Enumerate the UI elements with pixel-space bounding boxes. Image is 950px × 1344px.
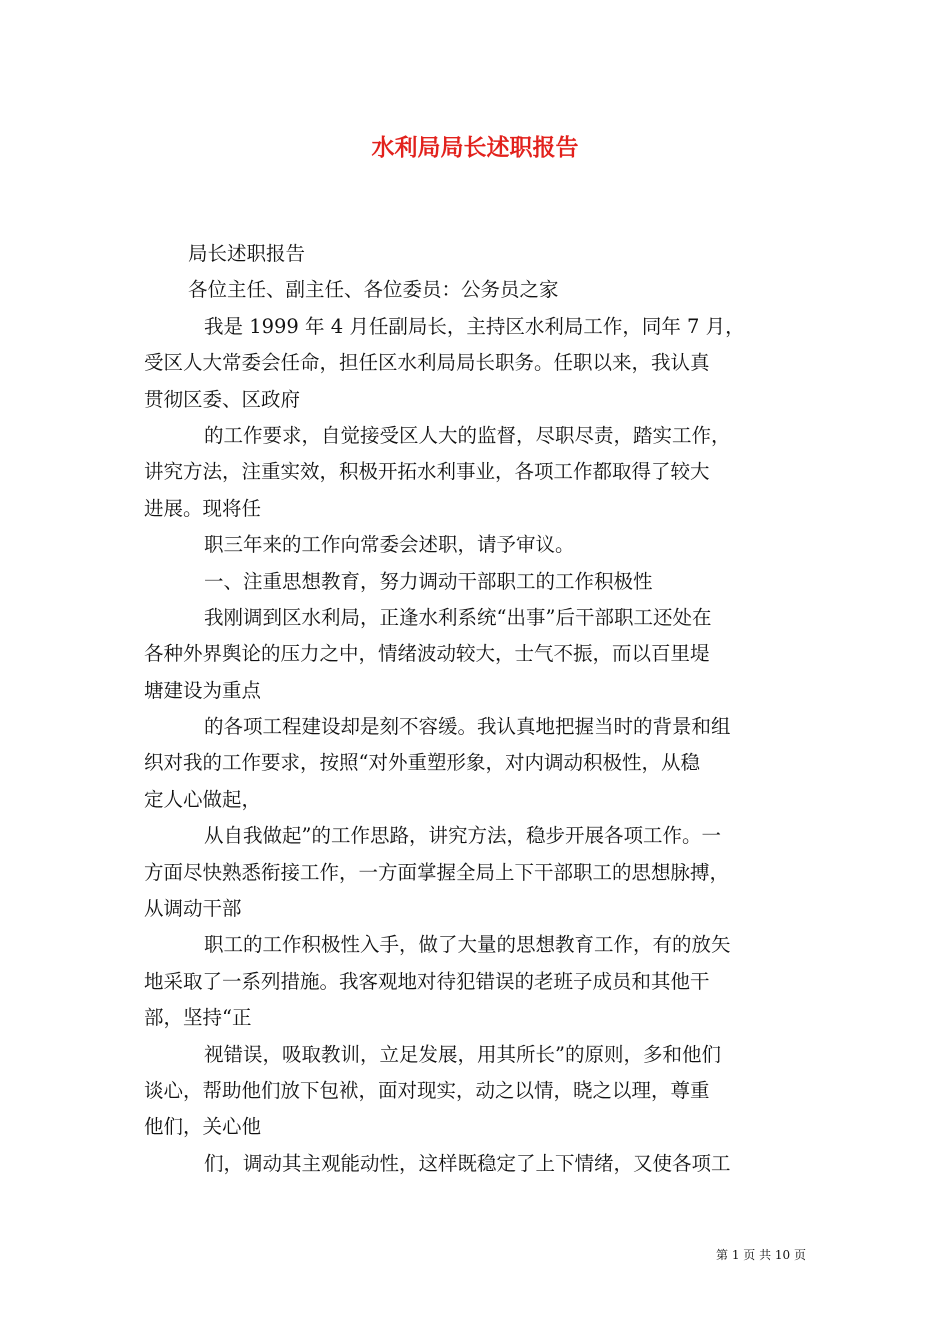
body-line: 职三年来的工作向常委会述职，请予审议。 [204,533,575,557]
body-line: 方面尽快熟悉衔接工作，一方面掌握全局上下干部职工的思想脉搏， [144,860,730,884]
page-number: 第 1 页 共 10 页 [716,1248,806,1262]
body-line: 他们，关心他 [144,1115,262,1139]
body-line: 职工的工作积极性入手，做了大量的思想教育工作，有的放矢 [204,933,731,957]
body-line: 塘建设为重点 [144,678,262,702]
body-line: 的工作要求，自觉接受区人大的监督，尽职尽责，踏实工作， [204,423,731,447]
body-line: 各种外界舆论的压力之中，情绪波动较大，士气不振，而以百里堤 [144,642,710,666]
body-line: 从自我做起”的工作思路，讲究方法，稳步开展各项工作。一 [204,824,721,848]
body-line: 贯彻区委、区政府 [144,387,301,411]
body-line: 从调动干部 [144,897,242,921]
body-line: 我是 1999 年 4 月任副局长，主持区水利局工作，同年 7 月， [204,314,745,338]
body-line: 讲究方法，注重实效，积极开拓水利事业，各项工作都取得了较大 [144,460,710,484]
body-line: 谈心，帮助他们放下包袱，面对现实，动之以情，晓之以理，尊重 [144,1078,710,1102]
body-line: 各位主任、副主任、各位委员：公务员之家 [188,278,559,302]
body-line: 局长述职报告 [188,242,306,265]
body-line: 织对我的工作要求，按照“对外重塑形象，对内调动积极性，从稳 [144,751,700,775]
body-line: 受区人大常委会任命，担任区水利局局长职务。任职以来，我认真 [144,351,710,375]
body-line: 进展。现将任 [144,496,262,520]
section-heading: 一、注重思想教育，努力调动干部职工的工作积极性 [204,569,653,593]
body-line: 部，坚持“正 [144,1006,252,1030]
document-body [144,236,819,1182]
body-line: 视错误，吸取教训，立足发展，用其所长”的原则，多和他们 [204,1042,721,1066]
body-line: 我刚调到区水利局，正逢水利系统“出事”后干部职工还处在 [204,605,712,629]
body-line: 的各项工程建设却是刻不容缓。我认真地把握当时的背景和组 [204,715,731,739]
body-line: 定人心做起， [144,787,262,811]
document-title: 水利局局长述职报告 [371,134,579,161]
body-line: 地采取了一系列措施。我客观地对待犯错误的老班子成员和其他干 [144,969,710,993]
body-line: 们，调动其主观能动性，这样既稳定了上下情绪，又使各项工 [204,1151,731,1175]
